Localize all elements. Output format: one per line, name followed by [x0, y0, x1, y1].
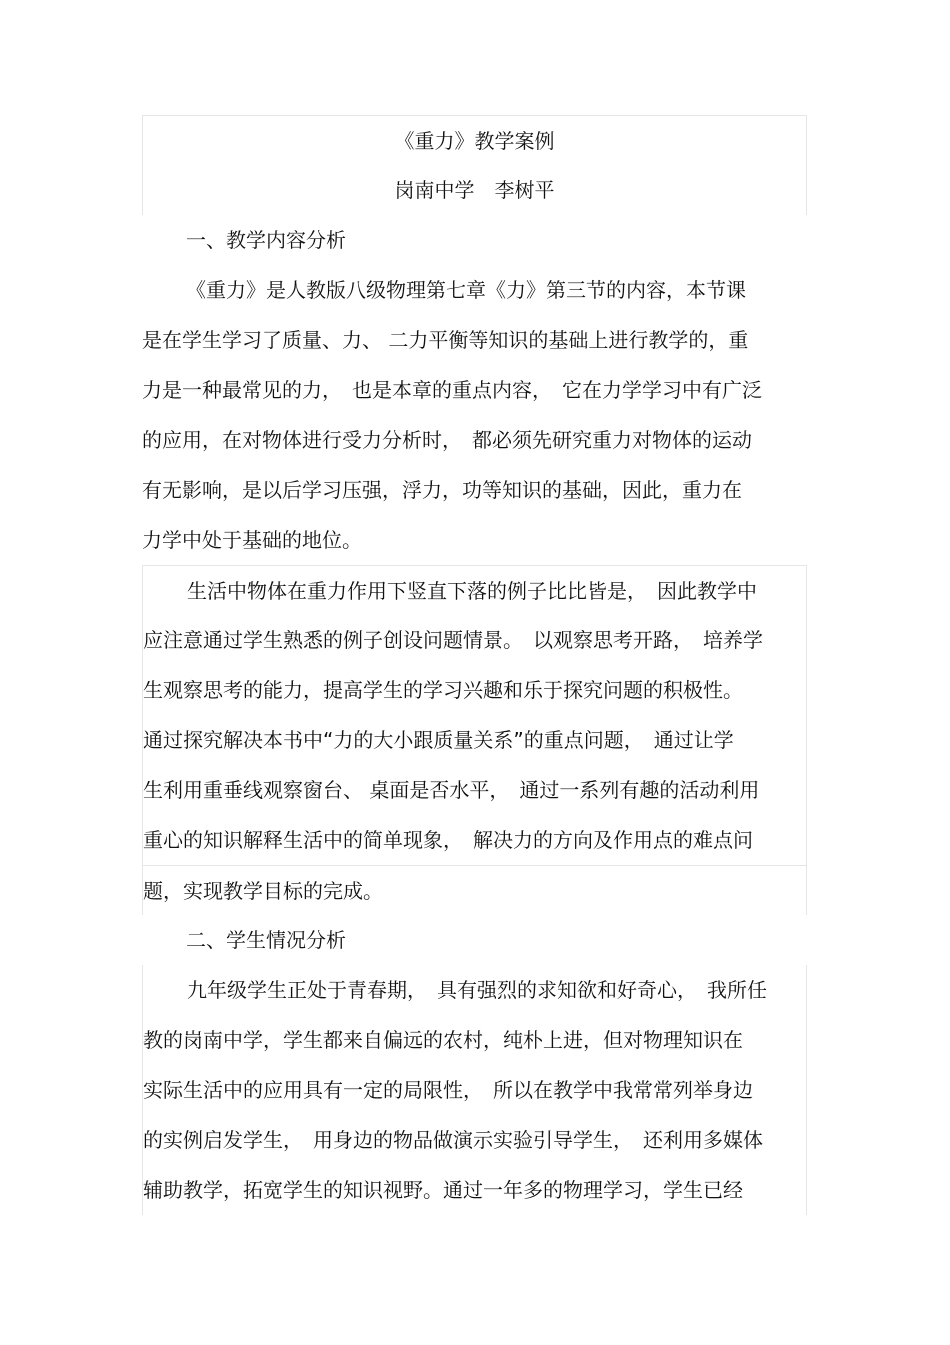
paragraph-line: 的实例启发学生， 用身边的物品做演示实验引导学生， 还利用多媒体	[142, 1115, 807, 1165]
paragraph-line: 力学中处于基础的地位。	[142, 528, 362, 552]
document-title: 《重力》教学案例	[142, 115, 807, 165]
document-author: 岗南中学 李树平	[142, 165, 807, 215]
paragraph-line: 通过探究解决本书中“力的大小跟质量关系”的重点问题， 通过让学	[142, 715, 807, 765]
paragraph-line: 生活中物体在重力作用下竖直下落的例子比比皆是， 因此教学中	[142, 565, 807, 615]
paragraph-line: 是在学生学习了质量、力、 二力平衡等知识的基础上进行教学的，重	[142, 328, 749, 352]
paragraph-line: 力是一种最常见的力， 也是本章的重点内容， 它在力学学习中有广泛	[142, 378, 762, 402]
paragraph-line: 《重力》是人教版八级物理第七章《力》第三节的内容，本节课	[186, 278, 746, 302]
section-heading-2: 二、学生情况分析	[186, 928, 346, 952]
paragraph-line: 九年级学生正处于青春期， 具有强烈的求知欲和好奇心， 我所任	[142, 965, 807, 1015]
paragraph-line: 重心的知识解释生活中的简单现象， 解决力的方向及作用点的难点问	[142, 815, 807, 865]
paragraph-line: 辅助教学，拓宽学生的知识视野。通过一年多的物理学习，学生已经	[142, 1165, 807, 1215]
section-heading-1: 一、教学内容分析	[186, 228, 346, 252]
paragraph-line: 生观察思考的能力，提高学生的学习兴趣和乐于探究问题的积极性。	[142, 665, 807, 715]
paragraph-line: 教的岗南中学，学生都来自偏远的农村，纯朴上进，但对物理知识在	[142, 1015, 807, 1065]
paragraph-line: 的应用，在对物体进行受力分析时， 都必须先研究重力对物体的运动	[142, 428, 752, 452]
paragraph-line: 应注意通过学生熟悉的例子创设问题情景。 以观察思考开路， 培养学	[142, 615, 807, 665]
paragraph-line: 生利用重垂线观察窗台、 桌面是否水平， 通过一系列有趣的活动利用	[142, 765, 807, 815]
paragraph-line: 实际生活中的应用具有一定的局限性， 所以在教学中我常常列举身边	[142, 1065, 807, 1115]
paragraph-line: 有无影响，是以后学习压强，浮力，功等知识的基础，因此，重力在	[142, 478, 742, 502]
paragraph-line: 题，实现教学目标的完成。	[142, 865, 807, 915]
